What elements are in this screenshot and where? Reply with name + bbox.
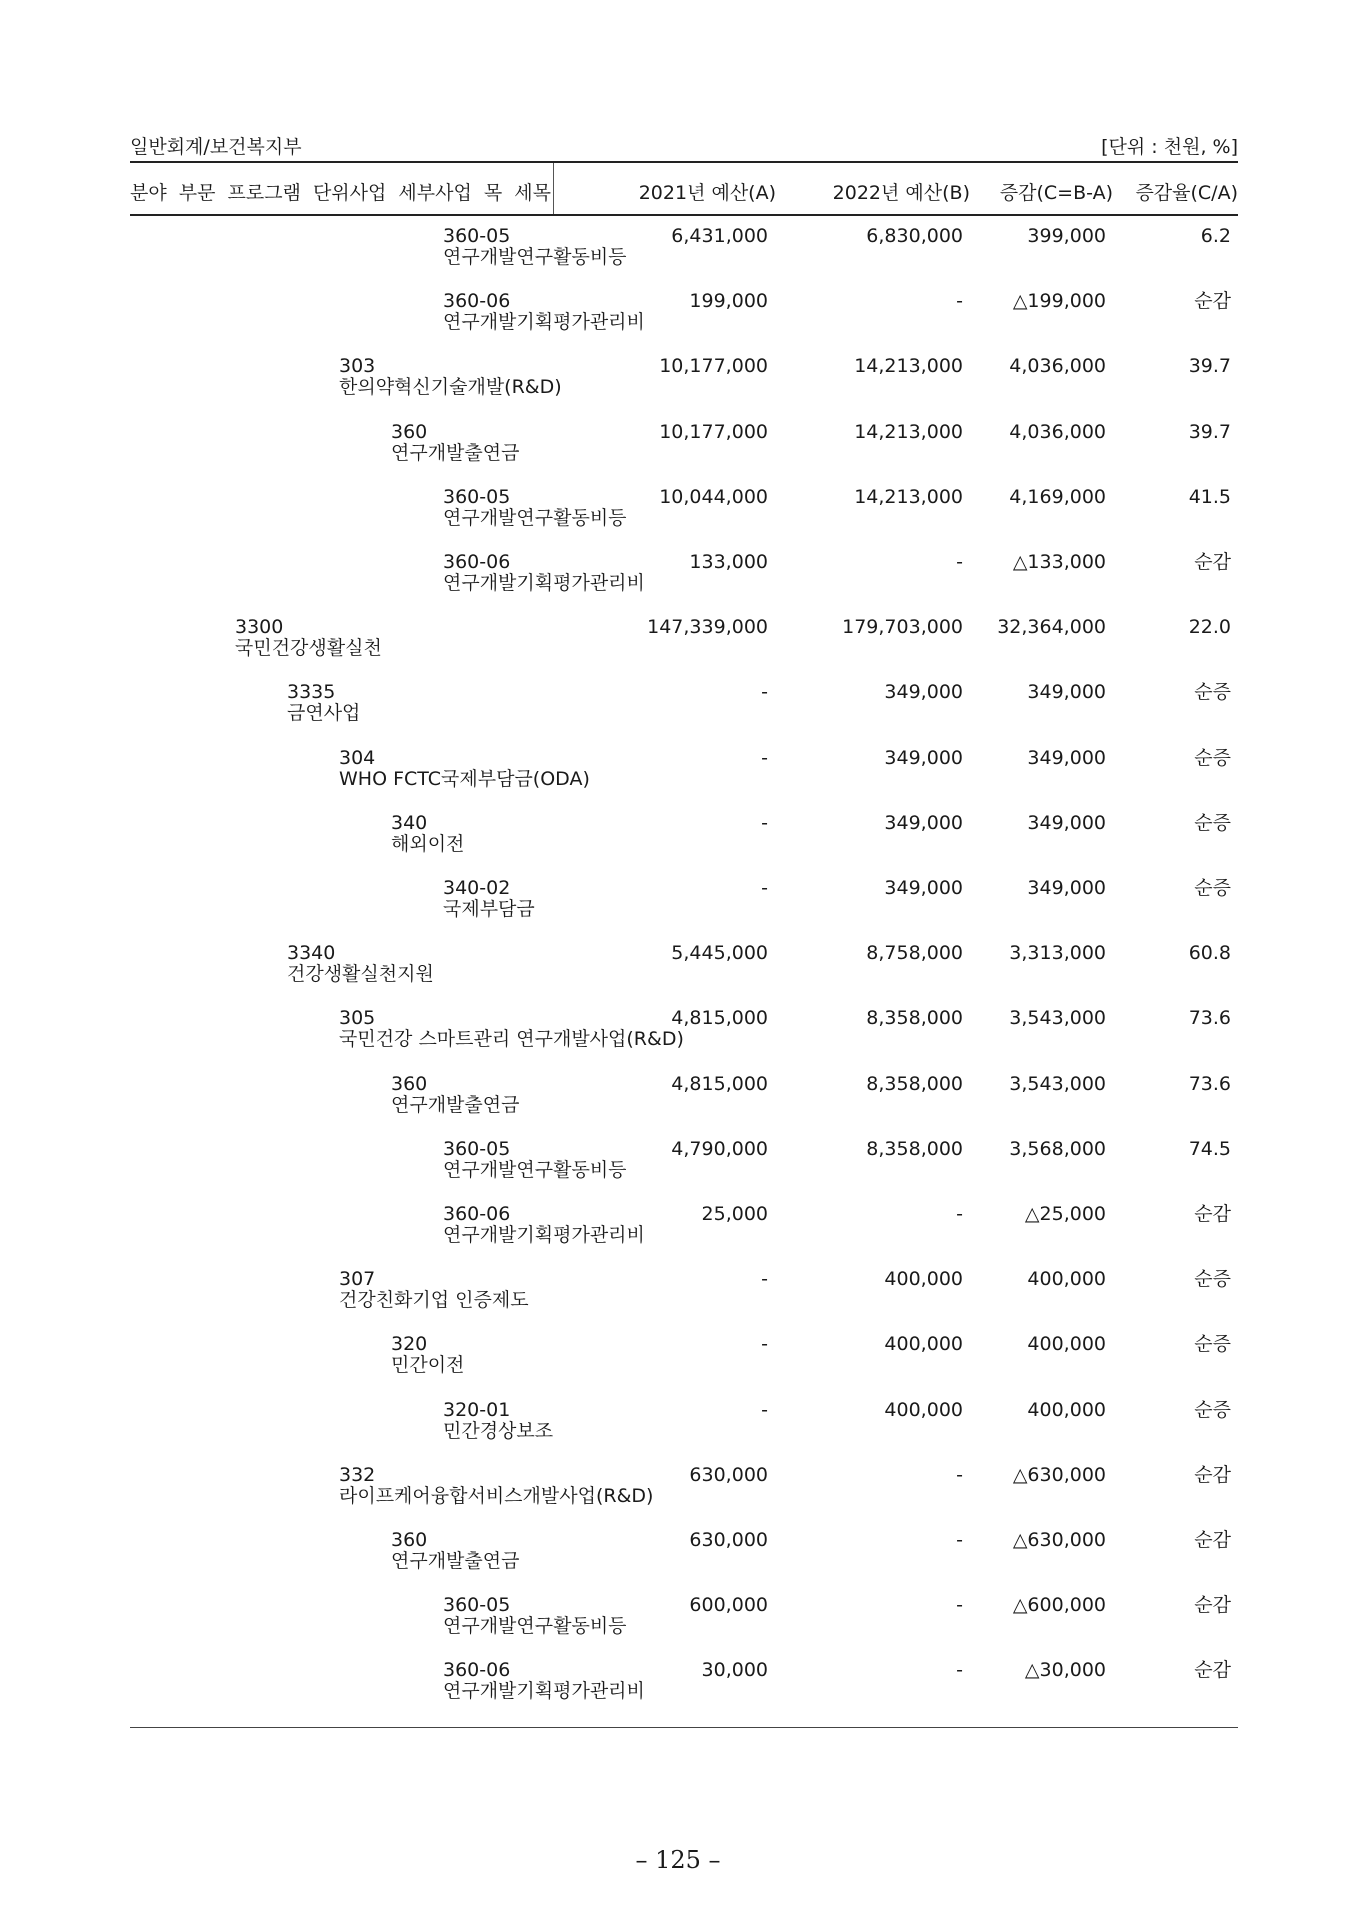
budget-2022-value: 14,213,000 <box>854 355 963 377</box>
budget-2022-value: 400,000 <box>884 1399 963 1421</box>
change-value: △30,000 <box>1024 1659 1106 1681</box>
column-header-hierarchy: 분야 부문 프로그램 단위사업 세부사업 목 세목 <box>130 182 551 204</box>
change-value: 3,543,000 <box>1009 1007 1106 1029</box>
item-code: 360-05 <box>443 486 511 508</box>
budget-2021-value: 630,000 <box>689 1529 768 1551</box>
item-name: 연구개발기획평가관리비 <box>443 1680 645 1702</box>
item-code: 360-05 <box>443 1138 511 1160</box>
change-rate-value: 순감 <box>1194 1529 1231 1551</box>
column-header-budget-2022: 2022년 예산(B) <box>832 182 970 204</box>
item-name: 연구개발연구활동비등 <box>443 246 627 268</box>
item-name: 연구개발기획평가관리비 <box>443 311 645 333</box>
budget-2021-value: 147,339,000 <box>647 616 768 638</box>
item-code: 360-06 <box>443 290 511 312</box>
item-code: 307 <box>339 1268 376 1290</box>
change-value: 32,364,000 <box>997 616 1106 638</box>
item-code: 360-06 <box>443 551 511 573</box>
item-name: 건강친화기업 인증제도 <box>339 1289 529 1311</box>
budget-2021-value: - <box>761 812 768 834</box>
budget-2022-value: 14,213,000 <box>854 486 963 508</box>
budget-2021-value: 630,000 <box>689 1464 768 1486</box>
table-row <box>0 1074 1356 1134</box>
budget-2022-value: - <box>956 551 963 573</box>
item-name: 연구개발출연금 <box>391 442 520 464</box>
item-name: 금연사업 <box>287 702 361 724</box>
change-rate-value: 41.5 <box>1188 486 1231 508</box>
change-value: △600,000 <box>1012 1594 1106 1616</box>
table-row <box>0 1660 1356 1720</box>
table-header-rule <box>130 214 1238 216</box>
change-value: 349,000 <box>1027 877 1106 899</box>
change-value: 3,543,000 <box>1009 1073 1106 1095</box>
budget-2022-value: 400,000 <box>884 1268 963 1290</box>
budget-2022-value: - <box>956 1659 963 1681</box>
item-code: 3340 <box>287 942 336 964</box>
change-value: 400,000 <box>1027 1333 1106 1355</box>
change-rate-value: 순감 <box>1194 1659 1231 1681</box>
budget-2022-value: - <box>956 290 963 312</box>
account-label: 일반회계/보건복지부 <box>130 136 302 158</box>
budget-2022-value: 400,000 <box>884 1333 963 1355</box>
change-rate-value: 6.2 <box>1200 225 1231 247</box>
change-rate-value: 순증 <box>1194 681 1231 703</box>
change-rate-value: 73.6 <box>1188 1007 1231 1029</box>
table-row <box>0 1595 1356 1655</box>
change-rate-value: 순증 <box>1194 877 1231 899</box>
budget-2022-value: 14,213,000 <box>854 421 963 443</box>
change-rate-value: 순감 <box>1194 551 1231 573</box>
item-code: 360-06 <box>443 1203 511 1225</box>
item-name: 연구개발기획평가관리비 <box>443 1224 645 1246</box>
change-rate-value: 순증 <box>1194 1333 1231 1355</box>
item-name: WHO FCTC국제부담금(ODA) <box>339 768 590 790</box>
change-rate-value: 순증 <box>1194 812 1231 834</box>
item-name: 연구개발연구활동비등 <box>443 1615 627 1637</box>
column-header-change: 증감(C=B-A) <box>999 182 1113 204</box>
budget-2021-value: 30,000 <box>701 1659 768 1681</box>
change-rate-value: 39.7 <box>1188 355 1231 377</box>
budget-2021-value: - <box>761 747 768 769</box>
item-name: 연구개발출연금 <box>391 1094 520 1116</box>
budget-2022-value: - <box>956 1203 963 1225</box>
table-row <box>0 878 1356 938</box>
change-rate-value: 순감 <box>1194 290 1231 312</box>
item-code: 340 <box>391 812 428 834</box>
item-code: 360-06 <box>443 1659 511 1681</box>
budget-2022-value: 179,703,000 <box>842 616 963 638</box>
budget-2021-value: 199,000 <box>689 290 768 312</box>
item-name: 연구개발연구활동비등 <box>443 1159 627 1181</box>
budget-2021-value: 133,000 <box>689 551 768 573</box>
table-row <box>0 226 1356 286</box>
budget-2022-value: 8,758,000 <box>866 942 963 964</box>
budget-2022-value: 6,830,000 <box>866 225 963 247</box>
change-rate-value: 순증 <box>1194 747 1231 769</box>
table-row <box>0 682 1356 742</box>
table-row <box>0 422 1356 482</box>
change-value: 4,036,000 <box>1009 355 1106 377</box>
change-rate-value: 22.0 <box>1188 616 1231 638</box>
change-value: 400,000 <box>1027 1399 1106 1421</box>
table-row <box>0 1334 1356 1394</box>
table-row <box>0 1465 1356 1525</box>
item-name: 국민건강생활실천 <box>235 637 382 659</box>
budget-2021-value: 4,815,000 <box>671 1007 768 1029</box>
unit-label: [단위 : 천원, %] <box>1101 136 1238 158</box>
change-rate-value: 60.8 <box>1188 942 1231 964</box>
budget-2021-value: - <box>761 681 768 703</box>
change-value: 349,000 <box>1027 681 1106 703</box>
table-row <box>0 813 1356 873</box>
table-bottom-rule <box>130 1727 1238 1728</box>
table-row <box>0 1139 1356 1199</box>
table-row <box>0 943 1356 1003</box>
item-name: 건강생활실천지원 <box>287 963 434 985</box>
item-name: 연구개발기획평가관리비 <box>443 572 645 594</box>
change-rate-value: 순감 <box>1194 1203 1231 1225</box>
budget-2021-value: - <box>761 877 768 899</box>
table-row <box>0 1204 1356 1264</box>
item-name: 해외이전 <box>391 833 465 855</box>
item-code: 340-02 <box>443 877 511 899</box>
change-value: 399,000 <box>1027 225 1106 247</box>
item-code: 3300 <box>235 616 284 638</box>
change-value: 3,568,000 <box>1009 1138 1106 1160</box>
budget-2021-value: 25,000 <box>701 1203 768 1225</box>
item-code: 360 <box>391 421 428 443</box>
change-rate-value: 74.5 <box>1188 1138 1231 1160</box>
budget-2022-value: - <box>956 1529 963 1551</box>
budget-2021-value: 10,044,000 <box>659 486 768 508</box>
table-row <box>0 1269 1356 1329</box>
budget-2022-value: - <box>956 1464 963 1486</box>
budget-2021-value: - <box>761 1333 768 1355</box>
item-name: 국제부담금 <box>443 898 535 920</box>
change-value: 4,036,000 <box>1009 421 1106 443</box>
item-code: 360 <box>391 1073 428 1095</box>
table-row <box>0 748 1356 808</box>
item-name: 국민건강 스마트관리 연구개발사업(R&D) <box>339 1028 684 1050</box>
change-rate-value: 순증 <box>1194 1268 1231 1290</box>
budget-2022-value: 349,000 <box>884 877 963 899</box>
item-code: 305 <box>339 1007 376 1029</box>
budget-2022-value: 8,358,000 <box>866 1007 963 1029</box>
change-rate-value: 73.6 <box>1188 1073 1231 1095</box>
table-row <box>0 1400 1356 1460</box>
change-value: △133,000 <box>1012 551 1106 573</box>
change-value: △199,000 <box>1012 290 1106 312</box>
budget-2021-value: - <box>761 1268 768 1290</box>
change-value: 349,000 <box>1027 812 1106 834</box>
budget-2022-value: - <box>956 1594 963 1616</box>
table-top-rule <box>130 161 1238 163</box>
item-name: 라이프케어융합서비스개발사업(R&D) <box>339 1485 654 1507</box>
item-code: 320 <box>391 1333 428 1355</box>
table-row <box>0 1530 1356 1590</box>
budget-2021-value: 4,815,000 <box>671 1073 768 1095</box>
table-row <box>0 617 1356 677</box>
change-value: 4,169,000 <box>1009 486 1106 508</box>
column-header-change-rate: 증감율(C/A) <box>1135 182 1238 204</box>
budget-2022-value: 349,000 <box>884 812 963 834</box>
budget-2021-value: 6,431,000 <box>671 225 768 247</box>
table-row <box>0 291 1356 351</box>
change-rate-value: 순증 <box>1194 1399 1231 1421</box>
item-code: 360-05 <box>443 225 511 247</box>
item-code: 332 <box>339 1464 376 1486</box>
item-code: 3335 <box>287 681 336 703</box>
item-name: 연구개발출연금 <box>391 1550 520 1572</box>
change-value: △630,000 <box>1012 1529 1106 1551</box>
table-row <box>0 552 1356 612</box>
item-name: 민간경상보조 <box>443 1420 554 1442</box>
change-rate-value: 순감 <box>1194 1594 1231 1616</box>
table-row <box>0 1008 1356 1068</box>
budget-2022-value: 349,000 <box>884 747 963 769</box>
budget-2021-value: 10,177,000 <box>659 421 768 443</box>
item-name: 민간이전 <box>391 1354 465 1376</box>
item-code: 320-01 <box>443 1399 511 1421</box>
change-value: △630,000 <box>1012 1464 1106 1486</box>
change-value: 3,313,000 <box>1009 942 1106 964</box>
budget-2022-value: 8,358,000 <box>866 1138 963 1160</box>
item-name: 연구개발연구활동비등 <box>443 507 627 529</box>
budget-2021-value: 600,000 <box>689 1594 768 1616</box>
item-code: 360-05 <box>443 1594 511 1616</box>
item-code: 304 <box>339 747 376 769</box>
change-value: 400,000 <box>1027 1268 1106 1290</box>
change-value: △25,000 <box>1024 1203 1106 1225</box>
change-value: 349,000 <box>1027 747 1106 769</box>
item-code: 303 <box>339 355 376 377</box>
budget-2021-value: 4,790,000 <box>671 1138 768 1160</box>
budget-2021-value: 10,177,000 <box>659 355 768 377</box>
change-rate-value: 39.7 <box>1188 421 1231 443</box>
budget-2021-value: - <box>761 1399 768 1421</box>
item-code: 360 <box>391 1529 428 1551</box>
item-name: 한의약혁신기술개발(R&D) <box>339 376 562 398</box>
budget-2021-value: 5,445,000 <box>671 942 768 964</box>
change-rate-value: 순감 <box>1194 1464 1231 1486</box>
table-row <box>0 356 1356 416</box>
page-number: – 125 – <box>635 1846 721 1874</box>
budget-2022-value: 349,000 <box>884 681 963 703</box>
budget-2022-value: 8,358,000 <box>866 1073 963 1095</box>
header-column-divider <box>553 163 554 214</box>
table-row <box>0 487 1356 547</box>
column-header-budget-2021: 2021년 예산(A) <box>638 182 776 204</box>
